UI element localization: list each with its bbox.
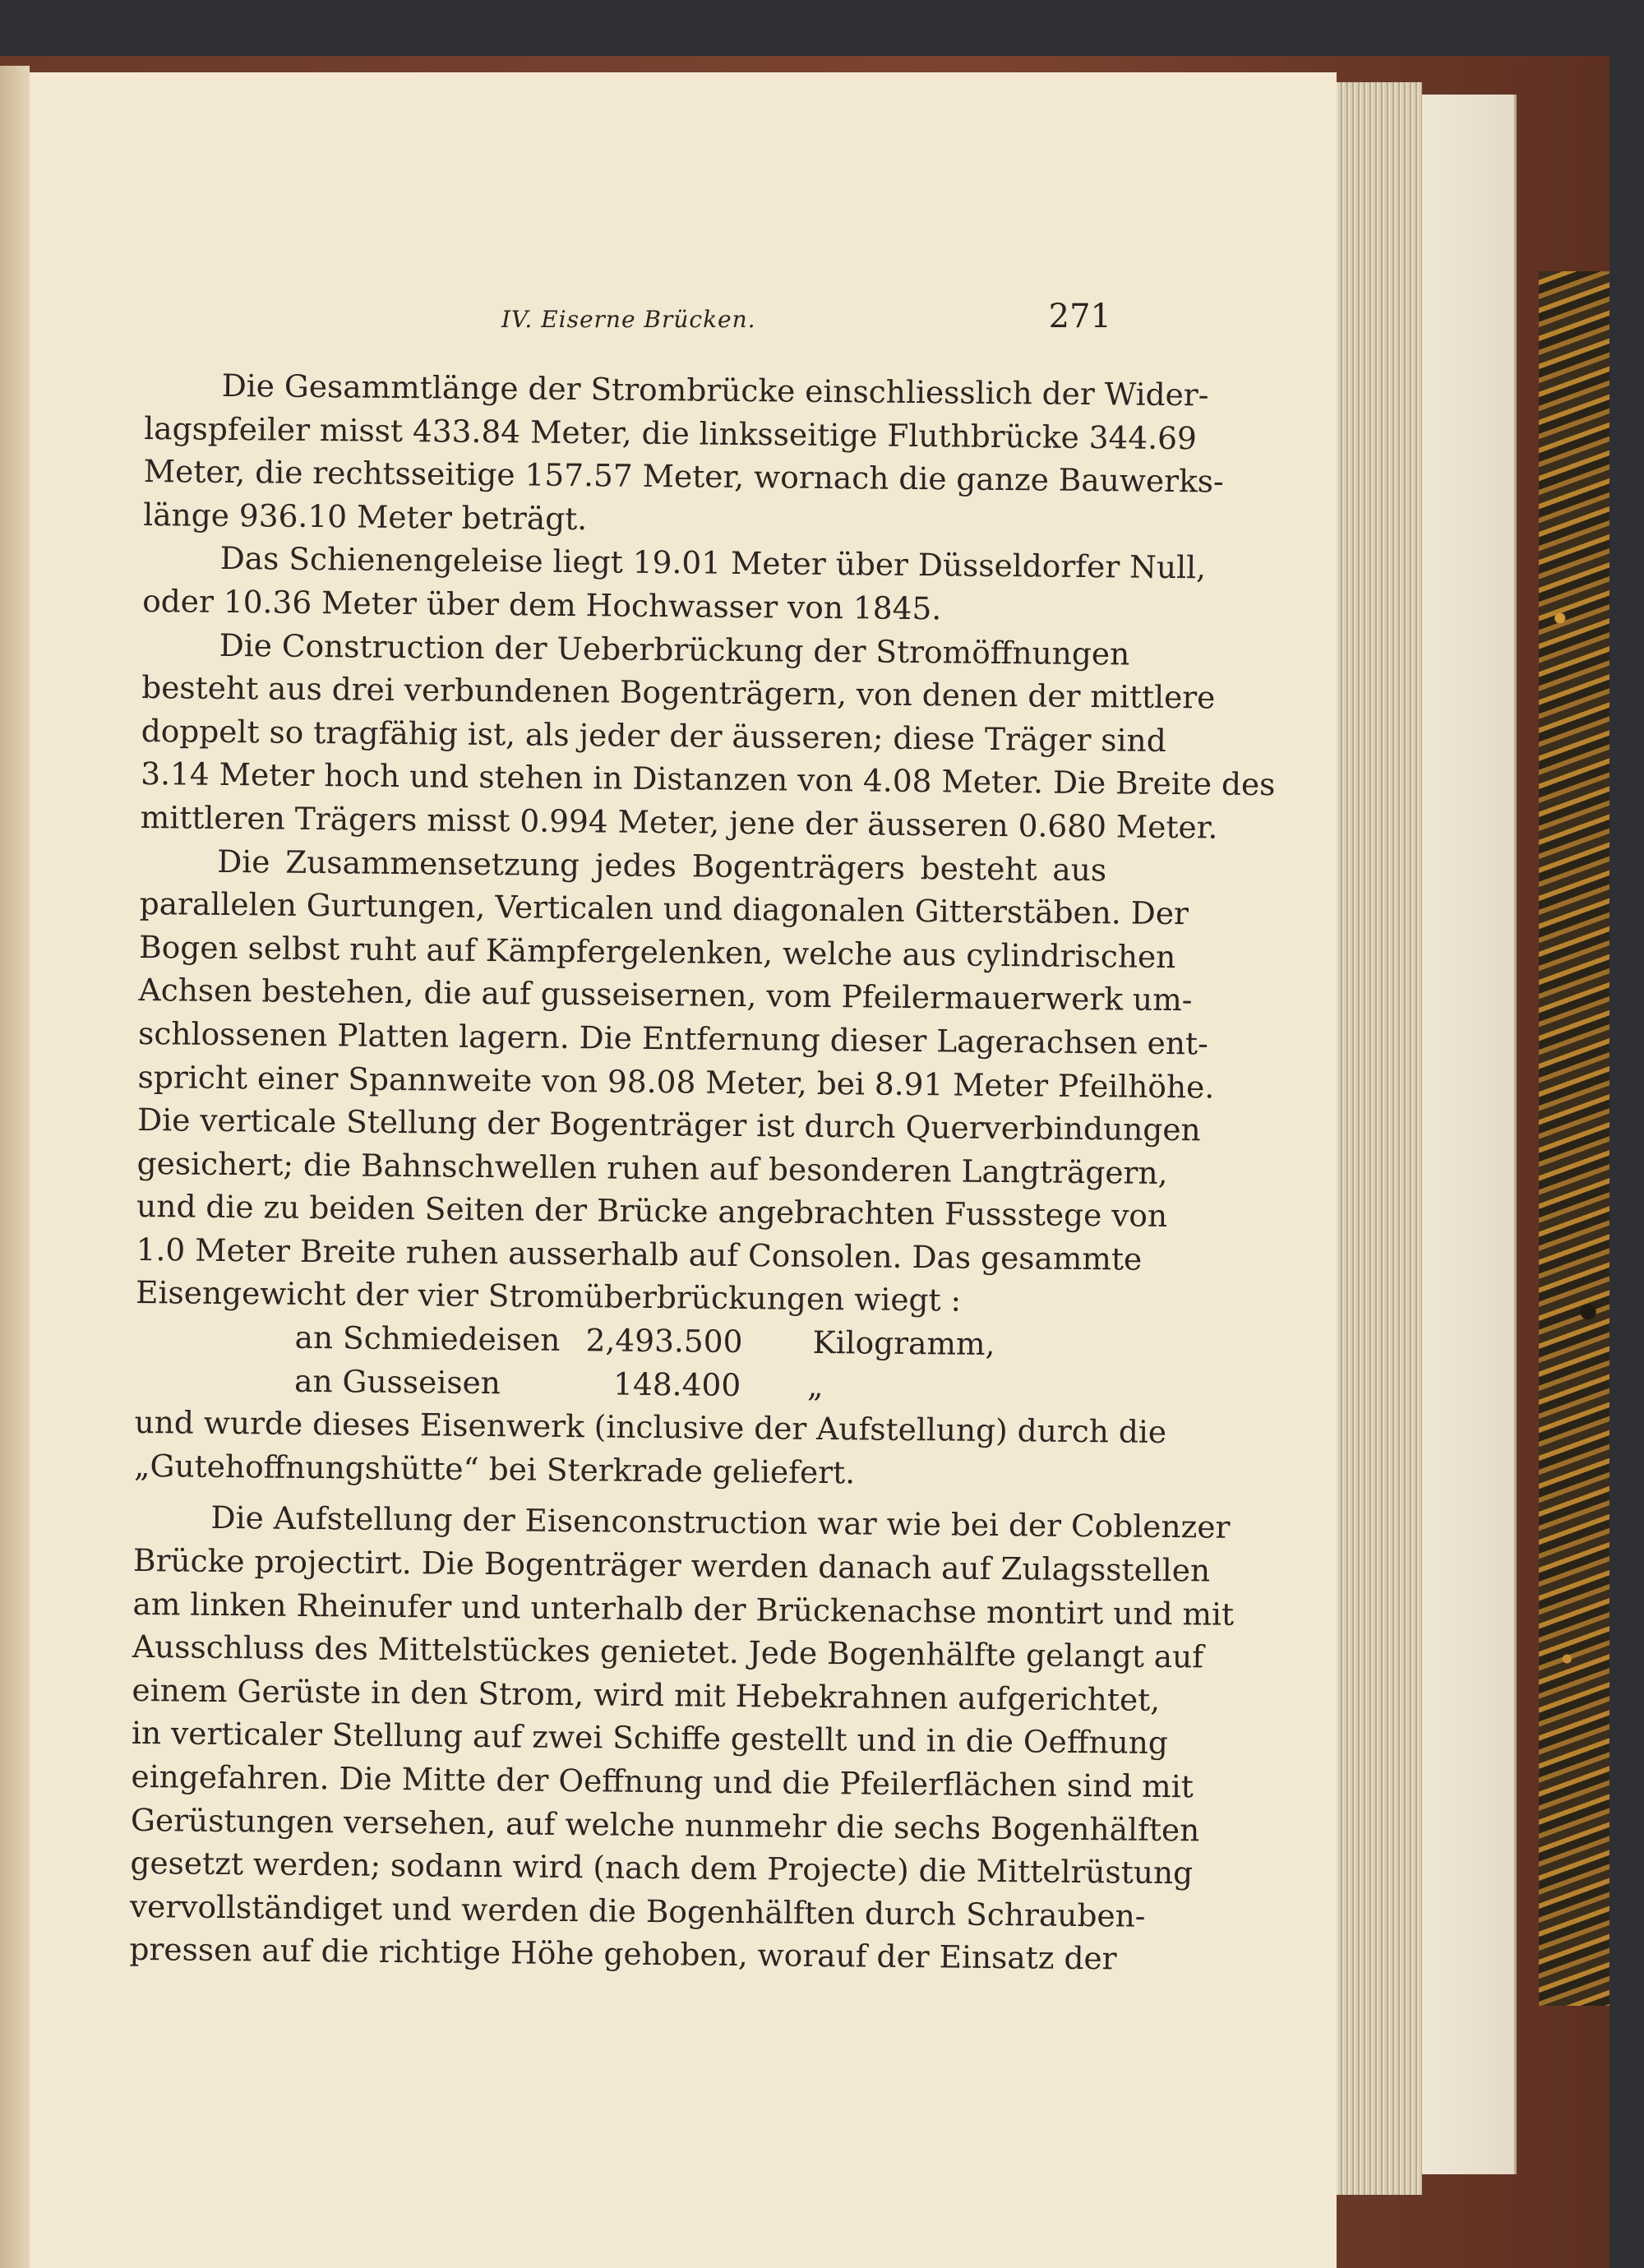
text-line: am linken Rheinufer und unterhalb der Brückenachse montirt und mit	[132, 1585, 1235, 1633]
page-number: 271	[1048, 298, 1111, 335]
text-line: 1.0 Meter Breite ruhen ausserhalb auf Consolen. Das gesammte	[136, 1231, 1143, 1277]
text-line: schlossenen Platten lagern. Die Entfernung dieser Lagerachsen ent-	[137, 1014, 1208, 1062]
text-line: parallelen Gurtungen, Verticalen und diagonalen Gitterstäben. Der	[139, 885, 1189, 932]
text-line: einem Gerüste in den Strom, wird mit Hebekrahnen aufgerichtet,	[132, 1671, 1161, 1718]
text-line: spricht einer Spannweite von 98.08 Meter, bei 8.91 Meter Pfeilhöhe.	[137, 1058, 1215, 1106]
flyleaf	[1422, 95, 1517, 2174]
text-line: 3.14 Meter hoch und stehen in Distanzen von 4.08 Meter. Die Breite des	[140, 755, 1276, 803]
body-text	[129, 363, 1276, 1980]
text-line: gesichert; die Bahnschwellen ruhen auf besonderen Langträgern,	[136, 1144, 1168, 1191]
text-line: Das Schienengeleise liegt 19.01 Meter über Düsseldorfer Null,	[219, 540, 1207, 586]
text-line: „Gutehoffnungshütte“ bei Sterkrade geliefert.	[133, 1447, 856, 1491]
text-line: Meter, die rechtsseitige 157.57 Meter, wornach die ganze Bauwerks-	[143, 453, 1224, 500]
text-line: Gerüstungen versehen, auf welche nunmehr die sechs Bogenhälften	[130, 1801, 1200, 1848]
weight-unit: Kilogramm,	[812, 1323, 995, 1363]
text-line: lagspfeiler misst 433.84 Meter, die linksseitige Fluthbrücke 344.69	[144, 409, 1198, 456]
text-line: Ausschluss des Mittelstückes genietet. Jede Bogenhälfte gelangt auf	[132, 1628, 1204, 1675]
weight-row	[135, 1358, 1101, 1411]
running-head: IV. Eiserne Brücken.	[501, 306, 756, 333]
text-line: Eisengewicht der vier Stromüberbrückungen wiegt :	[135, 1274, 962, 1319]
text-line: länge 936.10 Meter beträgt.	[143, 496, 588, 537]
left-page-edge	[0, 66, 30, 2268]
text-line: mittleren Trägers misst 0.994 Meter, jene der äusseren 0.680 Meter.	[140, 798, 1218, 846]
text-line: vervollständiget und werden die Bogenhälften durch Schrauben-	[129, 1887, 1146, 1934]
text-line: Achsen bestehen, die auf gusseisernen, vom Pfeilermauerwerk um-	[138, 972, 1193, 1019]
page-header	[148, 298, 1111, 347]
text-line: und die zu beiden Seiten der Brücke angebrachten Fussstege von	[136, 1188, 1168, 1235]
weight-unit: „	[806, 1367, 824, 1404]
weight-material: an Gusseisen	[293, 1362, 501, 1401]
text-line: Bogen selbst ruht auf Kämpfergelenken, welche aus cylindrischen	[138, 928, 1176, 975]
text-line: pressen auf die richtige Höhe gehoben, worauf der Einsatz der	[129, 1931, 1117, 1977]
text-line: eingefahren. Die Mitte der Oeffnung und die Pfeilerflächen sind mit	[131, 1758, 1194, 1805]
text-line: Die Construction der Ueberbrückung der Stromöffnungen	[219, 626, 1130, 672]
marbled-page-edge	[1539, 271, 1609, 2006]
text-line: doppelt so tragfähig ist, als jeder der äusseren; diese Träger sind	[141, 712, 1166, 759]
weight-amount: 2,493.500	[585, 1322, 743, 1360]
text-line: Die Aufstellung der Eisenconstruction war wie bei der Coblenzer	[210, 1499, 1231, 1546]
text-line: und wurde dieses Eisenwerk (inclusive der Aufstellung) durch die	[134, 1404, 1167, 1451]
weight-material: an Schmiedeisen	[294, 1319, 561, 1358]
text-line: Die Zusammensetzung jedes Bogenträgers besteht aus	[216, 843, 1107, 888]
text-line: gesetzt werden; sodann wird (nach dem Projecte) die Mittelrüstung	[130, 1845, 1194, 1892]
text-line: besteht aus drei verbundenen Bogenträgern, von denen der mittlere	[141, 669, 1216, 716]
text-line: in verticaler Stellung auf zwei Schiffe gestellt und in die Oeffnung	[131, 1715, 1169, 1762]
text-line: Brücke projectirt. Die Bogenträger werden danach auf Zulagsstellen	[132, 1541, 1211, 1589]
text-line: Die Gesammtlänge der Strombrücke einschliesslich der Wider-	[221, 367, 1209, 413]
weight-amount: 148.400	[612, 1365, 741, 1403]
text-line: Die verticale Stellung der Bogenträger ist durch Querverbindungen	[136, 1102, 1201, 1148]
text-line: oder 10.36 Meter über dem Hochwasser von 1845.	[142, 582, 942, 627]
